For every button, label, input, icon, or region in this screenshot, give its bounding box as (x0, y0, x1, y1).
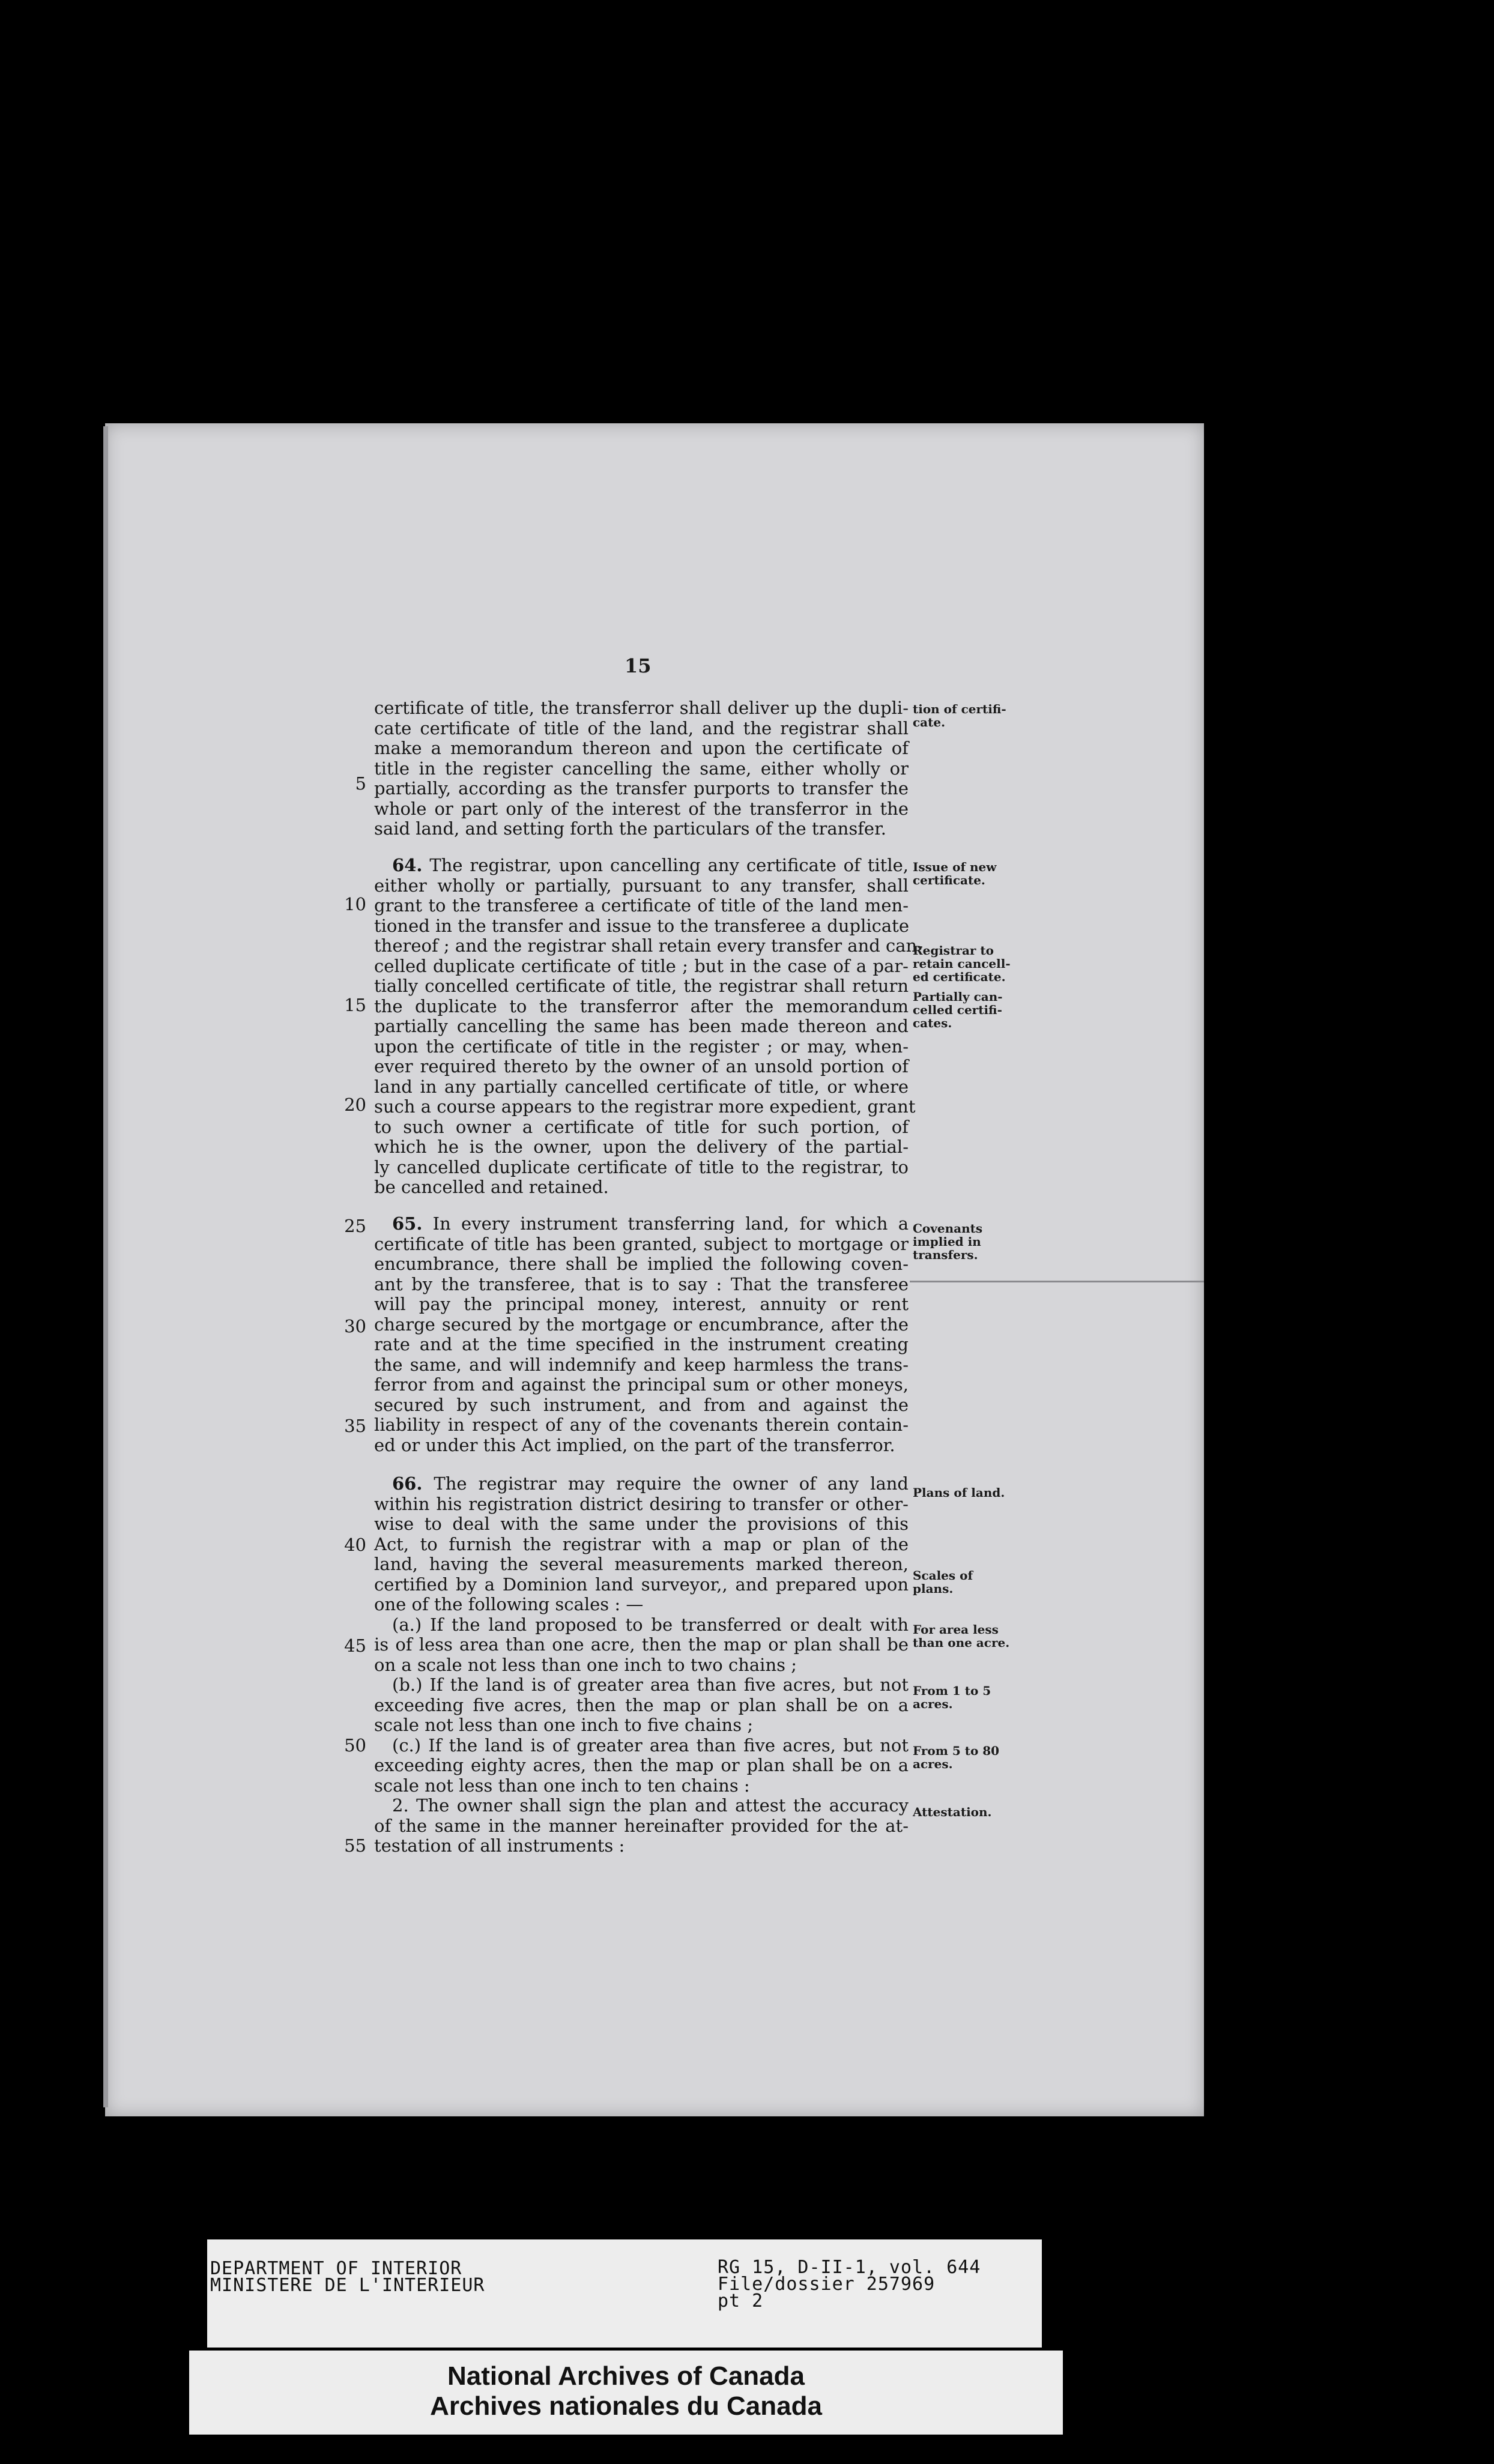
margin-note-line: cates. (913, 1016, 952, 1030)
margin-note (913, 1486, 1015, 1499)
line-number: 45 (344, 1635, 366, 1656)
margin-note-line: For area less (913, 1622, 999, 1637)
page-edge-shadow (103, 426, 108, 2107)
text-line: scale not less than one inch to five chains ; (374, 1715, 754, 1735)
text-line: to such owner a certificate of title for such portion, of (374, 1116, 909, 1137)
text-line: one of the following scales : — (374, 1594, 644, 1614)
text-line: ed or under this Act implied, on the part of the transferror. (374, 1434, 895, 1455)
line-number: 30 (344, 1316, 366, 1336)
margin-note-line: acres. (913, 1697, 953, 1711)
text-line: which he is the owner, upon the delivery of the partial- (374, 1137, 909, 1157)
department-label-fr: MINISTERE DE L'INTERIEUR (210, 2275, 485, 2296)
text-line: encumbrance, there shall be implied the following coven- (374, 1254, 909, 1274)
text-line: the same, and will indemnify and keep harmless the trans- (374, 1354, 909, 1375)
margin-note-line: Partially can- (913, 989, 1003, 1004)
text-line: land, having the several measurements marked thereon, (374, 1554, 909, 1574)
margin-note (913, 702, 1015, 729)
text-line (374, 856, 909, 875)
archive-reference-label (207, 2239, 1042, 2348)
margin-note-line: Registrar to (913, 943, 994, 958)
line-number: 20 (344, 1095, 366, 1115)
margin-note-line: retain cancell- (913, 956, 1011, 971)
text-line-content: In every instrument transferring land, for which a (422, 1213, 909, 1234)
text-line (374, 1474, 909, 1494)
line-number: 35 (344, 1416, 366, 1436)
text-line: (a.) If the land proposed to be transferred or dealt with (392, 1614, 909, 1635)
text-line (374, 1214, 909, 1234)
text-line: exceeding eighty acres, then the map or plan shall be on a (374, 1755, 909, 1775)
line-number: 10 (344, 894, 366, 914)
text-line: whole or part only of the interest of the transferror in the (374, 798, 909, 819)
text-line: testation of all instruments : (374, 1835, 625, 1856)
text-line: cate certificate of title of the land, and the registrar shall (374, 717, 909, 738)
text-line-content: The registrar may require the owner of any land (422, 1473, 909, 1494)
text-line: 2. The owner shall sign the plan and attest the accuracy (392, 1795, 909, 1816)
text-line: thereof ; and the registrar shall retain every transfer and can- (374, 935, 924, 956)
text-line: land in any partially cancelled certificate of title, or where (374, 1076, 909, 1097)
record-group-ref: RG 15, D-II-1, vol. 644 (718, 2257, 981, 2278)
margin-note (913, 1805, 1015, 1819)
margin-note-line: acres. (913, 1757, 953, 1771)
text-line: within his registration district desiring to transfer or other- (374, 1493, 909, 1514)
margin-note-line: Attestation. (913, 1805, 992, 1819)
text-line: upon the certificate of title in the register ; or may, when- (374, 1036, 909, 1057)
text-line: (c.) If the land is of greater area than five acres, but not (392, 1735, 909, 1756)
line-number: 55 (344, 1835, 366, 1856)
line-number: 25 (344, 1216, 366, 1236)
margin-note-line: plans. (913, 1581, 954, 1596)
margin-note-line: Issue of new (913, 860, 997, 874)
margin-note-line: Plans of land. (913, 1485, 1005, 1500)
margin-note (913, 860, 1015, 887)
page-number: 15 (625, 654, 652, 677)
text-line: rate and at the time specified in the instrument creating (374, 1334, 909, 1354)
margin-note (913, 1569, 1015, 1595)
section-number: 66. (392, 1473, 423, 1494)
text-line: partially cancelling the same has been made thereon and (374, 1016, 909, 1036)
line-number: 5 (355, 773, 366, 794)
text-line-content: The registrar, upon cancelling any certificate of title, (422, 855, 909, 875)
section-number: 64. (392, 855, 423, 875)
margin-note (913, 1744, 1015, 1771)
file-dossier-ref: File/dossier 257969 (718, 2274, 936, 2295)
text-line: (b.) If the land is of greater area than five acres, but not (392, 1674, 909, 1695)
margin-note-line: From 1 to 5 (913, 1683, 991, 1698)
margin-note-line: transfers. (913, 1248, 978, 1262)
margin-note (913, 1222, 1015, 1261)
text-line: exceeding five acres, then the map or plan shall be on a (374, 1694, 909, 1715)
archive-name-en: National Archives of Canada (447, 2361, 805, 2391)
margin-note (913, 944, 1015, 983)
text-line: certified by a Dominion land surveyor,, and prepared upon (374, 1574, 909, 1595)
text-line: either wholly or partially, pursuant to any transfer, shall (374, 875, 909, 896)
text-line: liability in respect of any of the covenants therein contain- (374, 1415, 909, 1435)
text-line: will pay the principal money, interest, annuity or rent (374, 1294, 909, 1314)
text-line: partially, according as the transfer purports to transfer the (374, 778, 909, 799)
margin-note-line: tion of certifi- (913, 702, 1006, 716)
margin-note (913, 990, 1015, 1030)
text-line: ever required thereto by the owner of an unsold portion of (374, 1056, 909, 1076)
archive-name-fr: Archives nationales du Canada (430, 2391, 822, 2421)
text-line: make a memorandum thereon and upon the certificate of (374, 738, 909, 758)
margin-note-line: implied in (913, 1234, 981, 1249)
archive-name-label (189, 2351, 1063, 2435)
text-line: ly cancelled duplicate certificate of title to the registrar, to (374, 1156, 909, 1177)
text-line: ferror from and against the principal sum or other moneys, (374, 1374, 909, 1395)
text-line: tioned in the transfer and issue to the transferee a duplicate (374, 915, 909, 936)
margin-note-line: than one acre. (913, 1635, 1010, 1650)
margin-note-line: Covenants (913, 1221, 983, 1236)
margin-note (913, 1684, 1015, 1711)
text-line: be cancelled and retained. (374, 1177, 609, 1197)
text-line: is of less area than one acre, then the map or plan shall be (374, 1634, 909, 1655)
text-line: on a scale not less than one inch to two chains ; (374, 1654, 797, 1675)
text-line: charge secured by the mortgage or encumbrance, after the (374, 1314, 909, 1335)
line-number: 40 (344, 1535, 366, 1555)
text-line: celled duplicate certificate of title ; but in the case of a par- (374, 955, 909, 976)
margin-note-line: From 5 to 80 (913, 1744, 1000, 1758)
text-line: grant to the transferee a certificate of title of the land men- (374, 895, 909, 916)
text-line: tially concelled certificate of title, the registrar shall return (374, 976, 909, 996)
text-line: Act, to furnish the registrar with a map or plan of the (374, 1533, 909, 1554)
page-fold-line (910, 1281, 1204, 1282)
margin-note-line: ed certificate. (913, 970, 1006, 984)
line-number: 50 (344, 1735, 366, 1756)
margin-note-line: celled certifi- (913, 1003, 1002, 1017)
margin-note-line: certificate. (913, 873, 985, 887)
margin-note-line: cate. (913, 715, 946, 729)
text-line: scale not less than one inch to ten chains : (374, 1775, 750, 1796)
margin-note (913, 1623, 1015, 1649)
text-line: certificate of title, the transferror shall deliver up the dupli- (374, 698, 909, 718)
text-line: wise to deal with the same under the provisions of this (374, 1514, 909, 1534)
department-label-en: DEPARTMENT OF INTERIOR (210, 2258, 462, 2279)
text-line: certificate of title has been granted, subject to mortgage or (374, 1233, 909, 1254)
text-line: ant by the transferee, that is to say : That the transferee (374, 1273, 909, 1294)
text-line: the duplicate to the transferror after the memorandum (374, 995, 909, 1016)
text-line: of the same in the manner hereinafter provided for the at- (374, 1815, 909, 1836)
line-number: 15 (344, 995, 366, 1015)
text-line: title in the register cancelling the same, either wholly or (374, 758, 909, 779)
text-line: secured by such instrument, and from and against the (374, 1394, 909, 1415)
margin-note-line: Scales of (913, 1568, 973, 1583)
text-line: said land, and setting forth the particulars of the transfer. (374, 818, 886, 839)
text-line: such a course appears to the registrar more expedient, grant (374, 1096, 916, 1117)
part-ref: pt 2 (718, 2290, 764, 2312)
section-number: 65. (392, 1213, 423, 1234)
